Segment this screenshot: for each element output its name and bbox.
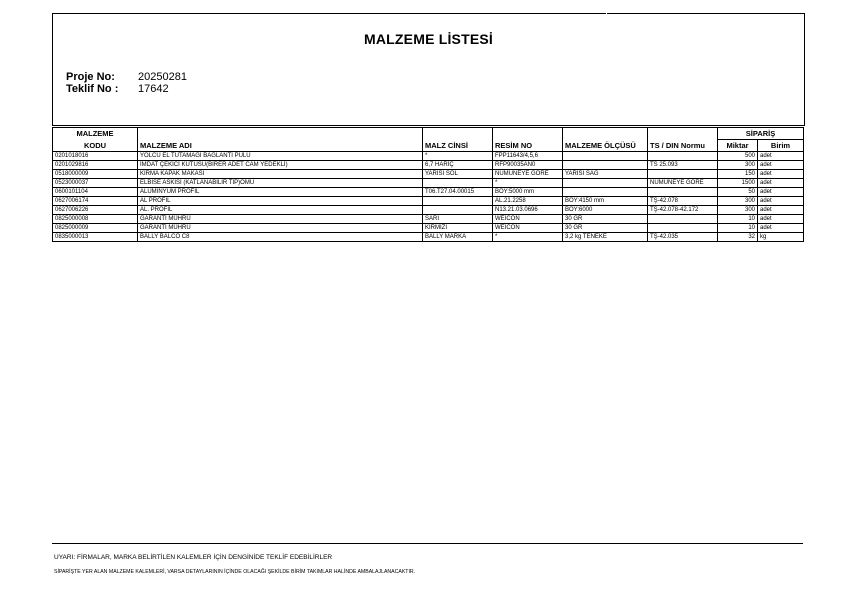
table-row [53,170,804,179]
cell-norm [648,188,718,197]
cell-resim: RFP90035AN0 [493,161,563,170]
cell-birim: adet [758,179,804,188]
col-resim: RESİM NO [493,140,563,152]
cell-adi: İMDAT ÇEKİCİ KUTUSU(BİRER ADET CAM YEDEKLİ) [138,161,423,170]
cell-olcusu: 30 GR [563,224,648,233]
cell-miktar: 10 [718,215,758,224]
cell-olcusu [563,161,648,170]
col-norm: TS / DIN Normu [648,140,718,152]
cell-adi: AL. PROFIL [138,206,423,215]
cell-adi: AL PROFIL [138,197,423,206]
col-kodu: KODU [53,140,138,152]
cell-olcusu [563,152,648,161]
cell-resim: NUMUNEYE GORE [493,170,563,179]
page-title: MALZEME LİSTESİ [364,31,493,47]
table-row [53,224,804,233]
cell-kodu: 0523000037 [53,179,138,188]
cell-resim: BOY:5000 mm [493,188,563,197]
cell-cinsi: BALLY MARKA [423,233,493,242]
offer-row [66,83,187,95]
table-row [53,197,804,206]
cell-birim: adet [758,188,804,197]
cell-norm [648,170,718,179]
cell-resim: FPP11643/4,5,6 [493,152,563,161]
footer-warning: UYARI: FİRMALAR, MARKA BELİRTİLEN KALEMLER İÇİN DENGİNİDE TEKLİF EDEBİLİRLER [54,554,333,561]
cell-resim: N13.21.03.0696 [493,206,563,215]
cell-kodu: 0201018016 [53,152,138,161]
col-siparis: SİPARİŞ [718,128,804,140]
cell-kodu: 0835000013 [53,233,138,242]
project-row [66,71,187,83]
col-resim-top [493,128,563,140]
cell-cinsi: T06.T27.04.00015 [423,188,493,197]
cell-birim: kg [758,233,804,242]
cell-resim: WEICON [493,224,563,233]
col-kodu-top: MALZEME [53,128,138,140]
cell-birim: adet [758,170,804,179]
material-table [52,127,804,242]
cell-norm: NUMUNEYE GORE [648,179,718,188]
cell-norm [648,224,718,233]
cell-cinsi: * [423,152,493,161]
table-row [53,179,804,188]
col-cinsi: MALZ CİNSİ [423,140,493,152]
header-row-2 [53,140,804,152]
cell-kodu: 0627006226 [53,206,138,215]
cell-miktar: 300 [718,197,758,206]
cell-adi: KIRMA KAPAK MAKASI [138,170,423,179]
cell-olcusu [563,188,648,197]
cell-olcusu: 30 GR [563,215,648,224]
offer-label: Teklif No : [66,83,119,95]
header-box [52,13,805,126]
project-label: Proje No: [66,71,115,83]
cell-cinsi: SARI [423,215,493,224]
cell-kodu: 0600101104 [53,188,138,197]
cell-norm: TŞ-42.078 [648,197,718,206]
cell-resim: * [493,179,563,188]
cell-birim: adet [758,161,804,170]
cell-olcusu: BOY:4150 mm [563,197,648,206]
cell-adi: ELBİSE ASKISI (KATLANABILIR TIP)OMU [138,179,423,188]
table-row [53,215,804,224]
col-olcusu-top [563,128,648,140]
cell-cinsi [423,197,493,206]
cell-kodu: 0201029816 [53,161,138,170]
cell-resim: WEICON [493,215,563,224]
cell-cinsi [423,206,493,215]
top-rule-right [607,13,804,14]
cell-birim: adet [758,215,804,224]
cell-norm [648,215,718,224]
cell-resim: * [493,233,563,242]
cell-adi: GARANTİ MÜHRÜ [138,215,423,224]
cell-adi: BALLY BALCO C8 [138,233,423,242]
cell-adi: GARANTİ MÜHRÜ [138,224,423,233]
cell-adi: ALUMINYUM PROFIL [138,188,423,197]
cell-birim: adet [758,224,804,233]
col-adi: MALZEME ADI [138,140,423,152]
cell-cinsi [423,179,493,188]
cell-norm: TS 25.093 [648,161,718,170]
cell-cinsi: YARISI SOL [423,170,493,179]
table-row [53,152,804,161]
cell-miktar: 300 [718,206,758,215]
cell-norm [648,152,718,161]
cell-adi: YOLCU EL TUTAMAGI BAGLANTI PULU [138,152,423,161]
cell-cinsi: KIRMIZI [423,224,493,233]
cell-kodu: 0518000009 [53,170,138,179]
table-row [53,188,804,197]
cell-resim: AL.21.2258 [493,197,563,206]
cell-miktar: 1500 [718,179,758,188]
col-birim: Birim [758,140,804,152]
cell-miktar: 500 [718,152,758,161]
offer-value: 17642 [138,83,169,95]
table-row [53,161,804,170]
cell-kodu: 0825000009 [53,224,138,233]
cell-olcusu: YARISI SAG [563,170,648,179]
cell-kodu: 0825000008 [53,215,138,224]
cell-norm: TŞ-42.035 [648,233,718,242]
cell-birim: adet [758,206,804,215]
col-miktar: Miktar [718,140,758,152]
cell-miktar: 32 [718,233,758,242]
cell-olcusu: 3,2 kg TENEKE [563,233,648,242]
cell-olcusu: BOY:6000 [563,206,648,215]
col-adi-top [138,128,423,140]
cell-cinsi: 6,7 HARİÇ [423,161,493,170]
cell-miktar: 300 [718,161,758,170]
footer-packing-note: SİPARİŞTE YER ALAN MALZEME KALEMLERİ, VARSA DETAYLARININ İÇİNDE OLACAĞI ŞEKİLDE BİRİM TAKIMLAR HALİNDE AMBALAJLANACAKTIR. [54,569,416,575]
cell-miktar: 50 [718,188,758,197]
header-row-1 [53,128,804,140]
col-cinsi-top [423,128,493,140]
cell-kodu: 0627006174 [53,197,138,206]
project-meta [66,71,187,95]
project-value: 20250281 [138,71,187,83]
cell-miktar: 150 [718,170,758,179]
cell-norm: TŞ-42.078-42.172 [648,206,718,215]
cell-birim: adet [758,152,804,161]
col-olcusu: MALZEME ÖLÇÜSÜ [563,140,648,152]
table-row [53,206,804,215]
footer-rule [52,543,803,544]
cell-birim: adet [758,197,804,206]
table-row [53,233,804,242]
cell-olcusu [563,179,648,188]
col-norm-top [648,128,718,140]
cell-miktar: 10 [718,224,758,233]
